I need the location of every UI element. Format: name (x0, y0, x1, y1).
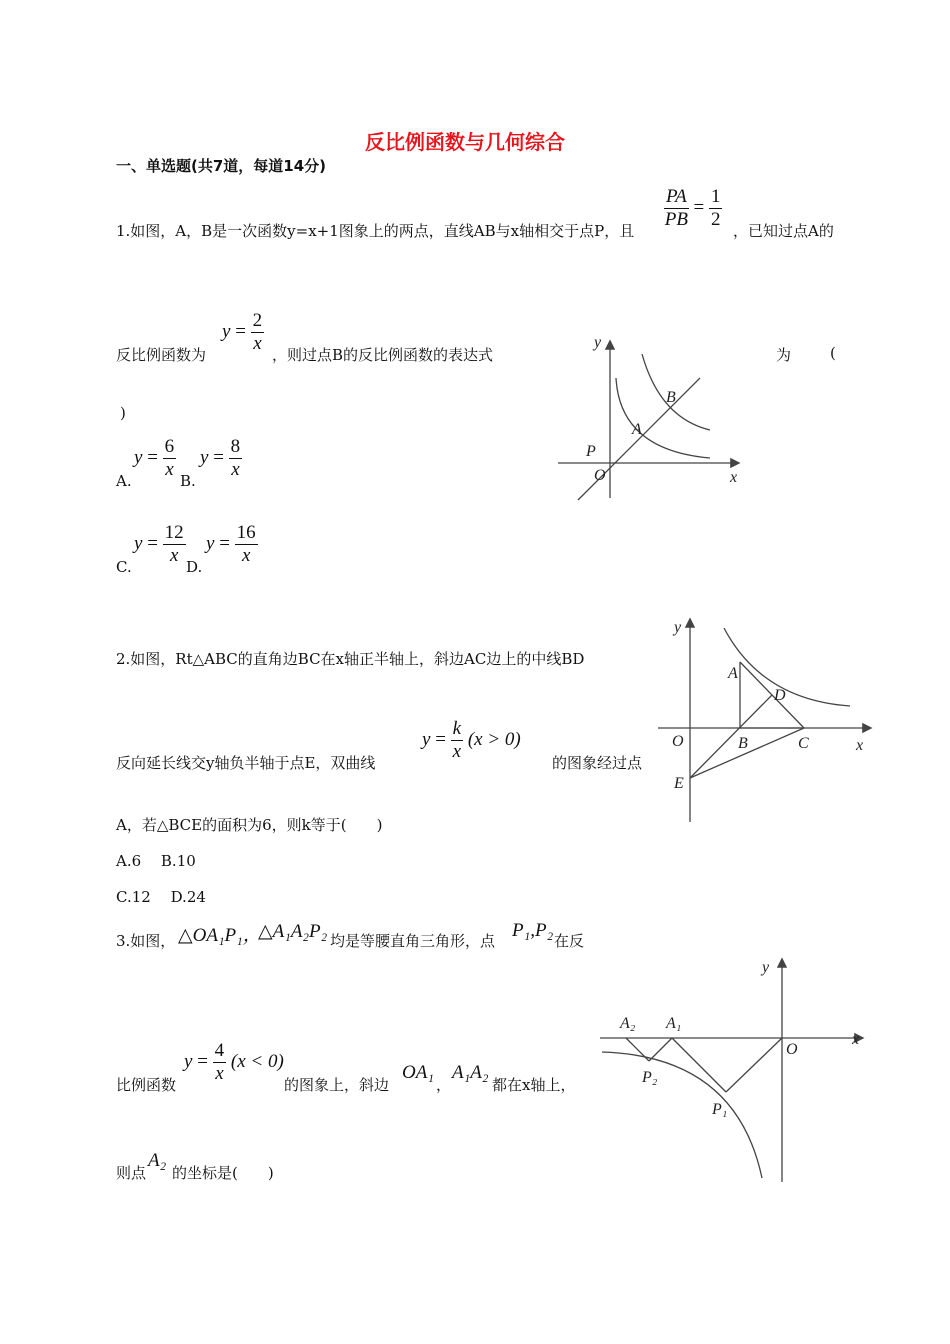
q2-label-e: E (674, 775, 684, 792)
q2-label-b: B (738, 735, 748, 752)
q2-label-o: O (672, 733, 684, 750)
q2-label-x: x (856, 737, 864, 754)
q1-option-b-formula: y = $\frac{8}{x}$ (200, 436, 241, 480)
q3-points: P₁,P₂ (512, 920, 554, 941)
q1-option-c-label: C. (116, 558, 132, 576)
q1-paren-open: ( (830, 344, 836, 362)
q2-hyperbola (724, 628, 850, 706)
q1-text-line1-end: ，已知过点A的 (733, 222, 834, 240)
q2-options-ab: A.6 B.10 (116, 852, 196, 870)
q3-label-p2: P₂ (642, 1069, 658, 1086)
section-heading: 一、单选题(共7道，每道14分) (116, 157, 327, 175)
q1-option-d-label: D. (186, 558, 203, 576)
q3-text-line2-mid: 的图象上，斜边 (284, 1076, 390, 1094)
q3-figure (596, 952, 876, 1186)
q3-label-o: O (786, 1041, 798, 1058)
q3-text-line1: 3.如图， (116, 932, 176, 950)
q1-curve-a (616, 378, 710, 458)
q1-function-formula: y = $\frac{2}{x}$ (222, 310, 263, 354)
q1-label-b: B (666, 389, 676, 406)
q1-text-line1: 1.如图，A，B是一次函数y=x+1图象上的两点，直线AB与x轴相交于点P，且 (116, 222, 635, 240)
q3-side-a2p2 (626, 1038, 649, 1061)
q3-function-formula: y = $\frac{4}{x}$ (x < 0) (184, 1040, 284, 1084)
q3-side-op1 (726, 1038, 782, 1092)
q2-text-line1: 2.如图，Rt△ABC的直角边BC在x轴正半轴上，斜边AC边上的中线BD (116, 650, 585, 668)
q3-text-line1-end: 在反 (554, 932, 585, 950)
q2-label-c: C (798, 735, 809, 752)
q2-label-y: y (674, 619, 682, 636)
q1-text-line2: 反比例函数为 (116, 346, 207, 364)
q3-text-line2-end: 都在x轴上， (492, 1076, 576, 1094)
q3-label-y: y (762, 959, 770, 976)
q1-label-y: y (594, 334, 602, 351)
q2-line-ed (690, 695, 772, 778)
q2-function-formula: y = $\frac{k}{x}$ (x > 0) (422, 718, 521, 762)
q2-text-line2-end: 的图象经过点 (552, 754, 643, 772)
q3-side-a1p2 (649, 1038, 672, 1061)
q3-hyperbola (602, 1052, 762, 1178)
q1-paren-close: ) (120, 404, 126, 422)
q3-label-x: x (852, 1031, 860, 1048)
q3-side-a1p1 (672, 1038, 726, 1092)
q3-separator: ， (436, 1076, 452, 1094)
q1-label-p: P (586, 443, 596, 460)
q1-label-a: A (632, 421, 642, 438)
q2-label-a: A (728, 665, 738, 682)
q2-figure (652, 610, 882, 830)
q1-option-a-formula: y = $\frac{6}{x}$ (134, 436, 175, 480)
q3-text-line3: 则点 (116, 1164, 147, 1182)
q2-text-line3: A，若△BCE的面积为6，则k等于( ) (116, 816, 383, 834)
q3-label-a2: A₂ (620, 1015, 636, 1032)
q1-option-d-formula: y = $\frac{16}{x}$ (206, 522, 256, 566)
q3-label-p1: P₁ (712, 1101, 728, 1118)
q2-options-cd: C.12 D.24 (116, 888, 206, 906)
q3-text-line1-mid: 均是等腰直角三角形，点 (330, 932, 496, 950)
q1-curve-b (642, 354, 710, 430)
q1-label-x: x (730, 469, 738, 486)
q3-text-line3-end: 的坐标是( ) (172, 1164, 274, 1182)
q1-option-a-label: A. (116, 472, 132, 490)
q1-option-b-label: B. (180, 472, 196, 490)
q2-text-line2: 反向延长线交y轴负半轴于点E，双曲线 (116, 754, 376, 772)
q3-triangle-2: △A₁A₂P₂ (258, 921, 328, 942)
q2-label-d: D (774, 687, 786, 704)
q1-ratio-formula: $\frac{PA}{PB}$ = $\frac{1}{2}$ (664, 186, 721, 230)
q3-label-a1: A₁ (666, 1015, 682, 1032)
q3-segment-oa1: OA₁ (402, 1062, 434, 1083)
q1-text-wei: 为 (776, 346, 792, 364)
q1-figure (550, 330, 750, 510)
q3-segment-a1a2: A₁A₂ (452, 1062, 489, 1083)
q1-label-o: O (594, 467, 606, 484)
q1-text-line2-rest: ，则过点B的反比例函数的表达式 (272, 346, 494, 364)
q1-option-c-formula: y = $\frac{12}{x}$ (134, 522, 184, 566)
q3-point-a2: A₂ (148, 1150, 167, 1171)
page-title: 反比例函数与几何综合 (365, 130, 565, 154)
q3-triangle-1: △OA₁P₁， (178, 925, 262, 946)
q3-text-line2: 比例函数 (116, 1076, 177, 1094)
